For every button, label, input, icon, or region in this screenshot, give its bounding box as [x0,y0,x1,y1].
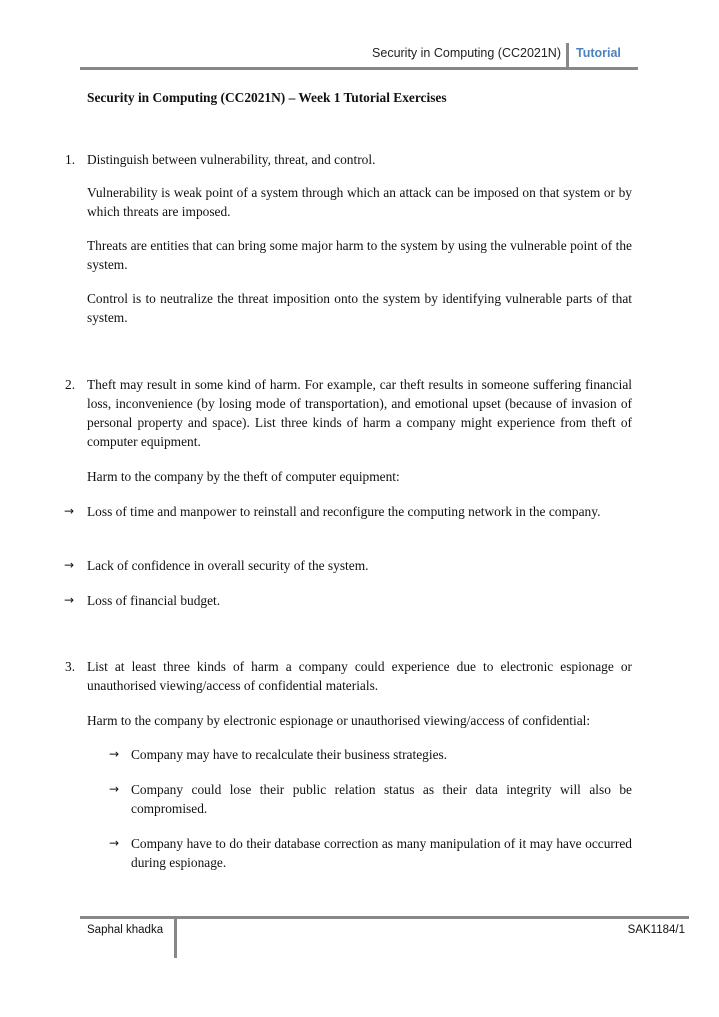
q2-intro: Harm to the company by the theft of computer equipment: [87,469,400,484]
q3-bullet: Company could lose their public relation status as their data integrity will also be compromised. [131,782,632,816]
header-course: Security in Computing (CC2021N) [372,46,561,60]
q3-question: List at least three kinds of harm a company could experience due to electronic espionage or unauthorised viewing/access of confidential materials. [87,659,632,693]
header-rule [80,67,638,70]
q1-number: 1. [65,152,76,167]
header-divider [566,43,569,69]
arrow-bullet-icon: → [64,558,75,572]
arrow-bullet-icon: → [64,504,75,518]
q3-intro: Harm to the company by electronic espionage or unauthorised viewing/access of confidential: [87,713,591,728]
q1-answer-threat: Threats are entities that can bring some major harm to the system by using the vulnerable point of the system. [87,238,632,272]
q2-bullet: Loss of time and manpower to reinstall and reconfigure the computing network in the company. [87,504,601,519]
q2-question: Theft may result in some kind of harm. For example, car theft results in someone suffering financial loss, inconvenience (by losing mode of transportation), and emotional upset (because of invasion of personal property and space). List three kinds of harm a company might experience from theft of computer equipment. [87,377,632,449]
q3-bullet: Company have to do their database correction as many manipulation of it may have occurred during espionage. [131,836,632,870]
q1-answer-control: Control is to neutralize the threat imposition onto the system by identifying vulnerable parts of that system. [87,291,632,325]
arrow-bullet-icon: → [64,593,75,607]
footer-page-number: SAK1184/1 [627,924,685,936]
q3-bullet: Company may have to recalculate their business strategies. [131,747,448,762]
q2-bullet: Loss of financial budget. [87,593,221,608]
page-title: Security in Computing (CC2021N) – Week 1 Tutorial Exercises [87,90,447,105]
q2-bullet: Lack of confidence in overall security of the system. [87,558,369,573]
arrow-bullet-icon: → [109,836,120,850]
arrow-bullet-icon: → [109,747,120,761]
arrow-bullet-icon: → [109,782,120,796]
q1-question: Distinguish between vulnerability, threat, and control. [87,152,376,167]
footer-divider [174,918,177,958]
q2-number: 2. [65,377,76,392]
q1-answer-vulnerability: Vulnerability is weak point of a system through which an attack can be imposed on that system or by which threats are imposed. [87,185,632,219]
footer-rule [80,916,689,919]
header-tag: Tutorial [576,46,621,60]
q3-number: 3. [65,659,76,674]
footer-author: Saphal khadka [87,924,164,936]
